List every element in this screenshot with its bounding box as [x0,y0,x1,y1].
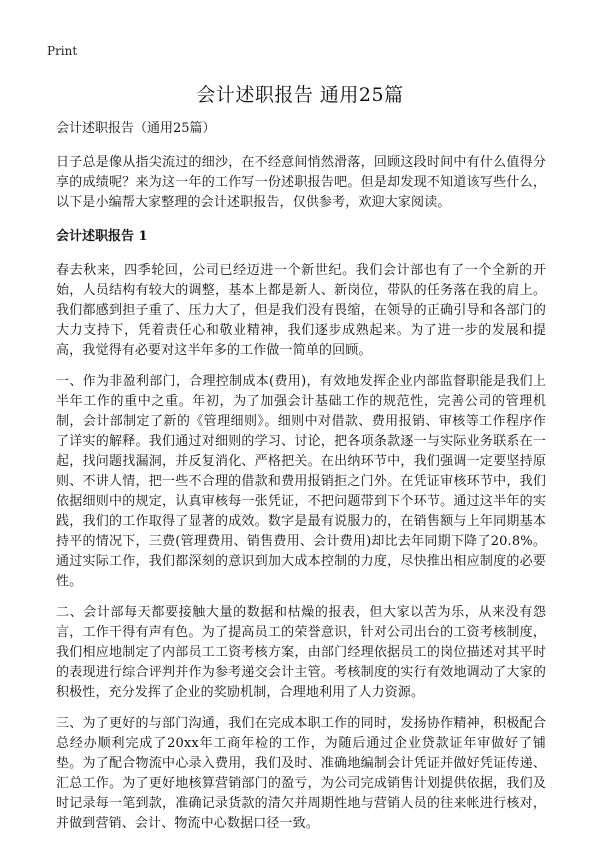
document-body [56,119,546,845]
document-title: 会计述职报告 通用25篇 [196,84,404,106]
body-paragraph-4: 三、为了更好的与部门沟通，我们在完成本职工作的同时，发扬协作精神，积极配合总经办顺利完成了20xx年工商年检的工作，为随后通过企业贷款证年审做好了铺垫。为了配合物流中心录入费用，我们及时、准确地编制会计凭证并做好凭证传递、汇总工作。为了更好地核算营销部门的盈亏，为公司完成销售计划提供依据，我们及时记录每一笔到款，准确记录货款的清欠并周期性地与营销人员的往来帐进行核对，并做到营销、会计、物流中心数据口径一致。 [56,716,546,831]
section-heading: 会计述职报告 1 [56,229,148,244]
intro-paragraph: 日子总是像从指尖流过的细沙，在不经意间悄然滑落，回顾这段时间中有什么值得分享的成绩呢？来为这一年的工作写一份述职报告吧。但是却发现不知道该写些什么，以下是小编帮大家整理的会计述职报告，仅供参考，欢迎大家阅读。 [56,155,546,210]
body-paragraph-1: 春去秋来，四季轮回，公司已经迈进一个新世纪。我们会计部也有了一个全新的开始，人员结构有较大的调整，基本上都是新人、新岗位，带队的任务落在我的肩上。我们都感到担子重了、压力大了，但是我们没有畏缩，在领导的正确引导和各部门的大力支持下，凭着责任心和敬业精神，我们逐步成熟起来。为了进一步的发展和提高，我觉得有必要对这半年多的工作做一简单的回顾。 [56,263,546,358]
body-paragraph-3: 二、会计部每天都要接触大量的数据和枯燥的报表，但大家以苦为乐，从来没有怨言，工作干得有声有色。为了提高员工的荣誉意识，针对公司出台的工资考核制度，我们相应地制定了内部员工工资考核方案，由部门经理依据员工的岗位描述对其平时的表现进行综合评判并作为参考递交会计主管。考核制度的实行有效地调动了大家的积极性，充分发挥了企业的奖励机制，合理地利用了人力资源。 [56,605,546,700]
print-link[interactable]: Print [47,44,78,58]
body-paragraph-2: 一、作为非盈利部门，合理控制成本(费用)，有效地发挥企业内部监督职能是我们上半年工作的重中之重。年初，为了加强会计基础工作的规范性，完善公司的管理机制，会计部制定了新的《管理细则》。细则中对借款、费用报销、审核等工作程序作了详实的解释。我们通过对细则的学习、讨论，把各项条款逐一与实际业务联系在一起，找问题找漏洞，并反复消化、严格把关。在出纳环节中，我们强调一定要坚持原则、不讲人情，把一些不合理的借款和费用报销拒之门外。在凭证审核环节中，我们依据细则中的规定，认真审核每一张凭证，不把问题带到下个环节。通过这半年的实践，我们的工作取得了显著的成效。数字是最有说服力的，在销售额与上年同期基本持平的情况下，三费(管理费用、销售费用、会计费用)却比去年同期下降了20.8%。通过实际工作，我们都深刻的意识到加大成本控制的力度，尽快推出相应制度的必要性。 [56,374,546,589]
document-subtitle: 会计述职报告（通用25篇） [56,121,216,136]
